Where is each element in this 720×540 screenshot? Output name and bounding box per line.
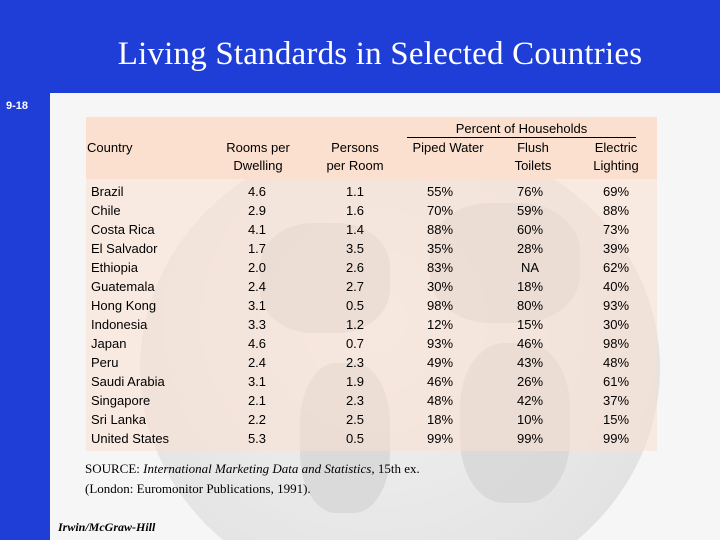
source-citation <box>85 459 505 499</box>
table-cell-water: 93% <box>426 336 454 351</box>
table-cell-persons: 1.4 <box>345 222 365 237</box>
table-cell-water: 83% <box>426 260 454 275</box>
table-cell-persons: 1.6 <box>345 203 365 218</box>
table-cell-rooms: 2.1 <box>247 393 267 408</box>
table-cell-flush: 59% <box>516 203 544 218</box>
table-cell-rooms: 5.3 <box>247 431 267 446</box>
table-cell-water: 30% <box>426 279 454 294</box>
table-cell-water: 18% <box>426 412 454 427</box>
source-publisher: (London: Euromonitor Publications, 1991). <box>85 481 311 496</box>
table-cell-electric: 62% <box>602 260 630 275</box>
table-cell-persons: 0.7 <box>345 336 365 351</box>
table-cell-flush: 18% <box>516 279 544 294</box>
header-percent-of-households: Percent of Households <box>407 121 636 138</box>
table-cell-rooms: 2.2 <box>247 412 267 427</box>
table-cell-water: 49% <box>426 355 454 370</box>
table-cell-rooms: 2.4 <box>247 279 267 294</box>
slide-number: 9-18 <box>6 100 29 112</box>
table-cell-water: 48% <box>426 393 454 408</box>
header-country: Country <box>87 140 133 155</box>
table-cell-country: Hong Kong <box>91 298 157 313</box>
column-country <box>91 182 169 448</box>
table-cell-persons: 1.9 <box>345 374 365 389</box>
source-prefix: SOURCE: <box>85 461 144 476</box>
table-cell-persons: 1.1 <box>345 184 365 199</box>
table-cell-water: 55% <box>426 184 454 199</box>
table-cell-electric: 99% <box>602 431 630 446</box>
table-cell-rooms: 2.0 <box>247 260 267 275</box>
table-cell-country: United States <box>91 431 170 446</box>
table-cell-rooms: 1.7 <box>247 241 267 256</box>
table-cell-electric: 61% <box>602 374 630 389</box>
table-cell-rooms: 4.1 <box>247 222 267 237</box>
header-rooms-per-dwelling: Rooms per Dwelling <box>226 140 290 173</box>
column-piped-water <box>420 182 460 448</box>
table-cell-rooms: 3.1 <box>247 374 267 389</box>
table-cell-rooms: 3.3 <box>247 317 267 332</box>
table-cell-rooms: 2.9 <box>247 203 267 218</box>
table-cell-persons: 2.5 <box>345 412 365 427</box>
table-cell-electric: 37% <box>602 393 630 408</box>
table-cell-flush: 76% <box>516 184 544 199</box>
column-electric-lighting <box>596 182 636 448</box>
table-cell-flush: 99% <box>516 431 544 446</box>
table-cell-persons: 2.3 <box>345 355 365 370</box>
table-cell-electric: 88% <box>602 203 630 218</box>
table-cell-country: Singapore <box>91 393 151 408</box>
table-cell-water: 88% <box>426 222 454 237</box>
table-cell-water: 35% <box>426 241 454 256</box>
table-cell-country: Chile <box>91 203 121 218</box>
table-cell-electric: 15% <box>602 412 630 427</box>
table-cell-rooms: 4.6 <box>247 336 267 351</box>
table-cell-electric: 69% <box>602 184 630 199</box>
table-cell-flush: 10% <box>516 412 544 427</box>
table-cell-flush: 43% <box>516 355 544 370</box>
table-cell-flush: 60% <box>516 222 544 237</box>
table-cell-flush: 28% <box>516 241 544 256</box>
table-cell-country: Peru <box>91 355 119 370</box>
table-cell-persons: 2.3 <box>345 393 365 408</box>
table-cell-country: Japan <box>91 336 127 351</box>
table-cell-flush: 80% <box>516 298 544 313</box>
table-cell-rooms: 4.6 <box>247 184 267 199</box>
header-piped-water: Piped Water <box>412 140 484 155</box>
table-cell-country: Indonesia <box>91 317 148 332</box>
table-cell-persons: 2.7 <box>345 279 365 294</box>
table-cell-water: 70% <box>426 203 454 218</box>
table-cell-country: Sri Lanka <box>91 412 146 427</box>
table-cell-water: 98% <box>426 298 454 313</box>
source-edition: 15th ex. <box>374 461 420 476</box>
column-persons-per-room <box>334 182 376 448</box>
header-electric-lighting: Electric Lighting <box>593 140 639 173</box>
header-persons-per-room: Persons per Room <box>326 140 384 173</box>
table-cell-country: Costa Rica <box>91 222 155 237</box>
table-cell-water: 12% <box>426 317 454 332</box>
table-cell-electric: 48% <box>602 355 630 370</box>
table-cell-persons: 1.2 <box>345 317 365 332</box>
source-book-title: International Marketing Data and Statistics, <box>143 461 375 476</box>
table-cell-water: 99% <box>426 431 454 446</box>
table-cell-country: Ethiopia <box>91 260 138 275</box>
left-accent-bar <box>0 0 50 540</box>
table-cell-electric: 40% <box>602 279 630 294</box>
table-cell-water: 46% <box>426 374 454 389</box>
table-cell-flush: 42% <box>516 393 544 408</box>
slide-title: Living Standards in Selected Countries <box>117 36 643 72</box>
publisher-footer: Irwin/McGraw-Hill <box>58 520 156 534</box>
table-cell-persons: 2.6 <box>345 260 365 275</box>
table-cell-country: Guatemala <box>91 279 155 294</box>
table-cell-electric: 93% <box>602 298 630 313</box>
column-flush-toilets <box>510 182 550 448</box>
table-cell-persons: 0.5 <box>345 298 365 313</box>
header-flush-toilets: Flush Toilets <box>514 140 552 173</box>
table-cell-country: Brazil <box>91 184 124 199</box>
table-cell-flush: 46% <box>516 336 544 351</box>
column-rooms-per-dwelling <box>236 182 278 448</box>
table-cell-country: Saudi Arabia <box>91 374 165 389</box>
table-cell-flush: 26% <box>516 374 544 389</box>
table-cell-flush: 15% <box>516 317 544 332</box>
table-cell-country: El Salvador <box>91 241 158 256</box>
table-cell-electric: 39% <box>602 241 630 256</box>
table-cell-electric: 98% <box>602 336 630 351</box>
table-cell-rooms: 2.4 <box>247 355 267 370</box>
table-cell-persons: 0.5 <box>345 431 365 446</box>
table-cell-electric: 30% <box>602 317 630 332</box>
table-cell-rooms: 3.1 <box>247 298 267 313</box>
table-cell-flush: NA <box>520 260 540 275</box>
table-cell-persons: 3.5 <box>345 241 365 256</box>
table-cell-electric: 73% <box>602 222 630 237</box>
